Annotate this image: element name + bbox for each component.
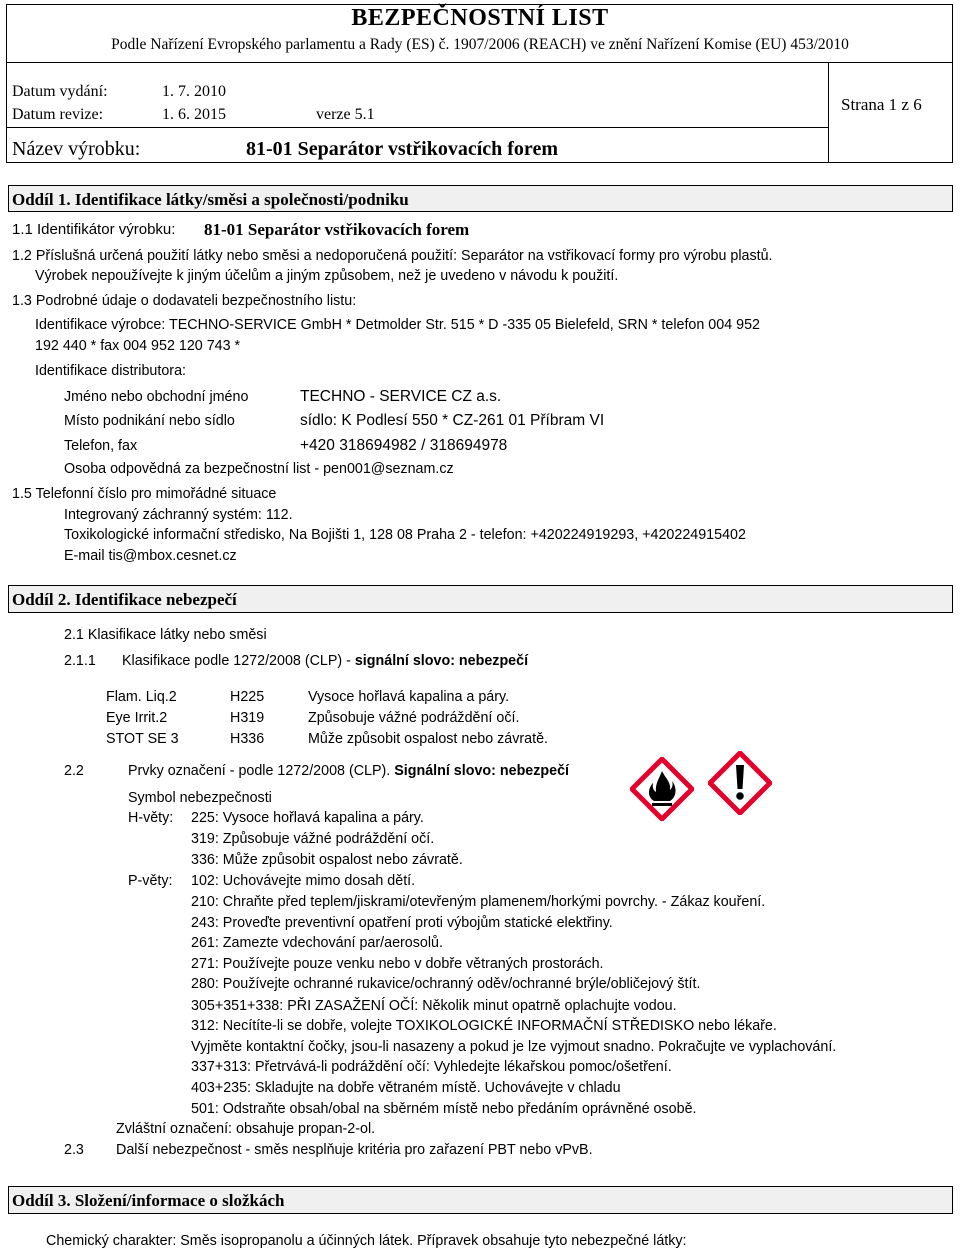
hazard-code: H225 xyxy=(230,689,265,705)
chemical-character: Chemický charakter: Směs isopropanolu a účinných látek. Přípravek obsahuje tyto nebezpečné látky: xyxy=(46,1233,687,1249)
distributor-name: TECHNO - SERVICE CZ a.s. xyxy=(300,388,502,405)
p-statement: 210: Chraňte před teplem/jiskrami/otevřeným plamenem/horkými povrchy. - Zákaz kouření. xyxy=(191,894,766,910)
s211-number: 2.1.1 xyxy=(64,653,96,669)
special-labelling: Zvláštní označení: obsahuje propan-2-ol. xyxy=(116,1121,376,1137)
s211-text xyxy=(122,654,528,668)
s211-signal-word: signální slovo: nebezpečí xyxy=(354,653,529,669)
h-statements-label: H-věty: xyxy=(128,810,174,826)
issue-date: 1. 7. 2010 xyxy=(162,83,226,100)
section2-heading: Oddíl 2. Identifikace nebezpečí xyxy=(12,590,237,609)
regulation-subtitle: Podle Nařízení Evropského parlamentu a Rady (ES) č. 1907/2006 (REACH) ve znění Nařízení Komise (EU) 453/2010 xyxy=(111,36,849,53)
p-statement: 261: Zamezte vdechování par/aerosolů. xyxy=(191,935,443,951)
distributor-seat-label: Místo podnikání nebo sídlo xyxy=(64,413,235,429)
symbol-label: Symbol nebezpečnosti xyxy=(128,790,272,806)
p-statement: Vyjměte kontaktní čočky, jsou-li nasazeny a pokud je lze vyjmout snadno. Pokračujte ve vyplachování. xyxy=(191,1039,837,1055)
s11-label: 1.1 Identifikátor výrobku: xyxy=(12,221,176,238)
p-statement: 102: Uchovávejte mimo dosah dětí. xyxy=(191,873,416,889)
distributor-seat: sídlo: K Podlesí 550 * CZ-261 01 Příbram VI xyxy=(300,412,605,429)
s12-intended-use: 1.2 Příslušná určená použití látky nebo směsi a nedoporučená použití: Separátor na vstřikovací formy pro výrobu plastů. xyxy=(12,248,773,264)
emergency-ids: Integrovaný záchranný systém: 112. xyxy=(64,507,293,523)
emergency-email: E-mail tis@mbox.cesnet.cz xyxy=(64,548,237,564)
revision-date-label: Datum revize: xyxy=(12,106,104,123)
issue-date-label: Datum vydání: xyxy=(12,83,108,100)
product-label: Název výrobku: xyxy=(12,138,141,160)
revision-date: 1. 6. 2015 xyxy=(162,106,226,123)
class-cell: Flam. Liq.2 xyxy=(106,689,177,705)
s22-number: 2.2 xyxy=(64,763,84,779)
page-cell-divider xyxy=(828,62,829,162)
flame-pictogram xyxy=(630,757,694,821)
hazard-text: Může způsobit ospalost nebo závratě. xyxy=(308,731,549,747)
s22-label: Prvky označení - podle 1272/2008 (CLP). xyxy=(128,763,395,779)
s22-signal-word: Signální slovo: nebezpečí xyxy=(394,763,570,779)
hazard-text: Vysoce hořlavá kapalina a páry. xyxy=(308,689,510,705)
s12-restriction: Výrobek nepoužívejte k jiným účelům a jiným způsobem, než je uvedeno v návodu k použití. xyxy=(35,268,619,284)
s22-text xyxy=(128,764,569,778)
document-title: BEZPEČNOSTNÍ LIST xyxy=(351,5,609,31)
p-statements-label: P-věty: xyxy=(128,873,173,889)
class-cell: Eye Irrit.2 xyxy=(106,710,168,726)
p-statement: 501: Odstraňte obsah/obal na sběrném místě nebo předáním oprávněné osobě. xyxy=(191,1101,697,1117)
emergency-toxicology: Toxikologické informační středisko, Na Bojišti 1, 128 08 Praha 2 - telefon: +420224919293, +420224915402 xyxy=(64,527,746,543)
section1-heading: Oddíl 1. Identifikace látky/směsi a společnosti/podniku xyxy=(12,190,409,209)
distributor-phone-label: Telefon, fax xyxy=(64,438,138,454)
s13-heading: 1.3 Podrobné údaje o dodavateli bezpečnostního listu: xyxy=(12,293,357,309)
section3-heading: Oddíl 3. Složení/informace o složkách xyxy=(12,1191,285,1210)
p-statement: 403+235: Skladujte na dobře větraném místě. Uchovávejte v chladu xyxy=(191,1080,621,1096)
s21-heading: 2.1 Klasifikace látky nebo směsi xyxy=(64,627,267,643)
version: verze 5.1 xyxy=(316,106,375,123)
p-statement: 305+351+338: PŘI ZASAŽENÍ OČÍ: Několik minut opatrně oplachujte vodou. xyxy=(191,998,677,1014)
h-statement: 336: Může způsobit ospalost nebo závratě. xyxy=(191,852,463,868)
distributor-heading: Identifikace distributora: xyxy=(35,363,186,379)
s23-text: Další nebezpečnost - směs nesplňuje kritéria pro zařazení PBT nebo vPvB. xyxy=(116,1142,593,1158)
s15-heading: 1.5 Telefonní číslo pro mimořádné situace xyxy=(12,486,277,502)
hazard-text: Způsobuje vážné podráždění očí. xyxy=(308,710,520,726)
class-cell: STOT SE 3 xyxy=(106,731,179,747)
s23-number: 2.3 xyxy=(64,1142,84,1158)
product-name: 81-01 Separátor vstřikovacích forem xyxy=(246,138,558,160)
page-counter: Strana 1 z 6 xyxy=(841,95,922,114)
s11-product-identifier: 81-01 Separátor vstřikovacích forem xyxy=(204,220,470,239)
hazard-code: H336 xyxy=(230,731,265,747)
date-product-divider xyxy=(7,127,829,128)
h-statement: 225: Vysoce hořlavá kapalina a páry. xyxy=(191,810,424,826)
p-statement: 271: Používejte pouze venku nebo v dobře větraných prostorách. xyxy=(191,956,604,972)
hazard-code: H319 xyxy=(230,710,265,726)
exclamation-pictogram xyxy=(708,751,772,815)
distributor-phone: +420 318694982 / 318694978 xyxy=(300,437,508,454)
s211-label: Klasifikace podle 1272/2008 (CLP) - xyxy=(122,653,355,669)
manufacturer-line1: Identifikace výrobce: TECHNO-SERVICE GmbH * Detmolder Str. 515 * D -335 05 Bielefeld, SRN * telefon 004 952 xyxy=(35,317,760,333)
p-statement: 243: Proveďte preventivní opatření proti výbojům statické elektřiny. xyxy=(191,915,613,931)
manufacturer-line2: 192 440 * fax 004 952 120 743 * xyxy=(35,338,241,354)
p-statement: 280: Používejte ochranné rukavice/ochranný oděv/ochranné brýle/obličejový štít. xyxy=(191,976,701,992)
h-statement: 319: Způsobuje vážné podráždění očí. xyxy=(191,831,435,847)
p-statement: 312: Necítíte-li se dobře, volejte TOXIKOLOGICKÉ INFORMAČNÍ STŘEDISKO nebo lékaře. xyxy=(191,1018,777,1034)
p-statement: 337+313: Přetrvává-li podráždění očí: Vyhledejte lékařskou pomoc/ošetření. xyxy=(191,1059,672,1075)
responsible-person: Osoba odpovědná za bezpečnostní list - pen001@seznam.cz xyxy=(64,461,454,477)
header-divider xyxy=(7,62,952,63)
distributor-name-label: Jméno nebo obchodní jméno xyxy=(64,389,249,405)
